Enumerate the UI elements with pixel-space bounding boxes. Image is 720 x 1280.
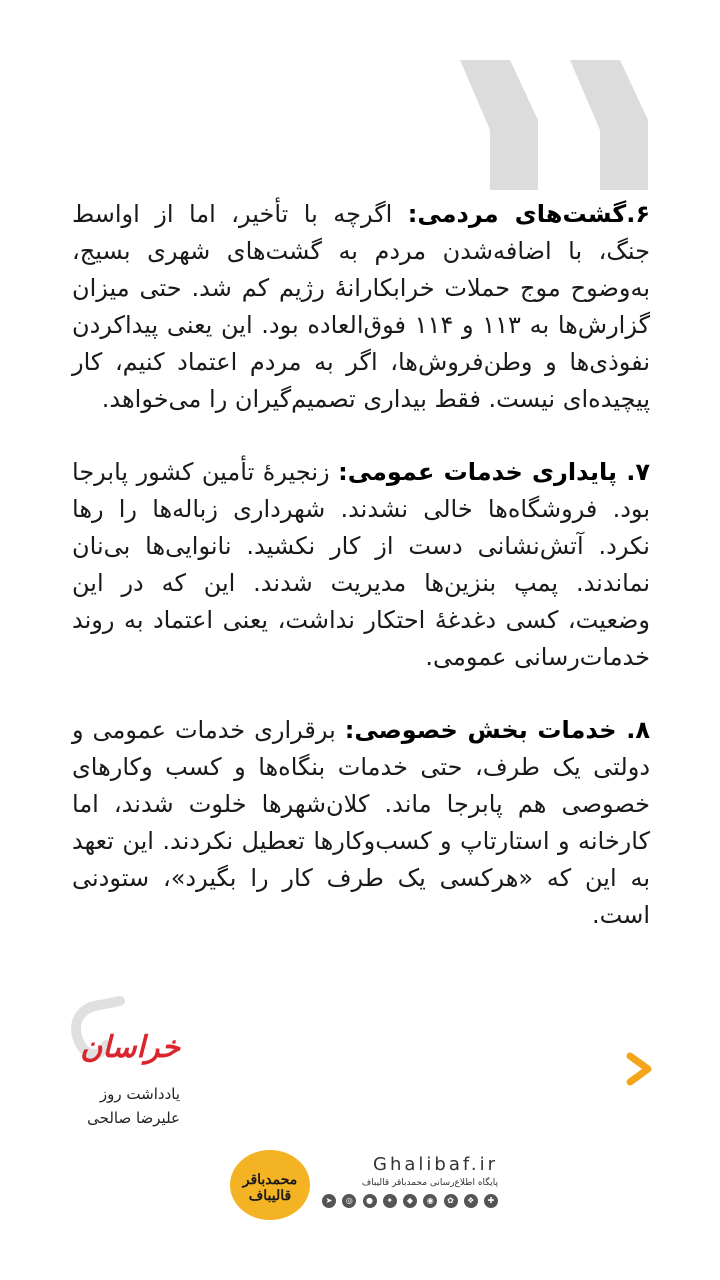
next-arrow-icon[interactable] [624,1052,654,1086]
signature-badge [230,1150,310,1220]
rubika-icon[interactable]: ◆ [403,1194,417,1208]
eitaa-icon[interactable]: ✿ [444,1194,458,1208]
section-body: اگرچه با تأخیر، اما از اواسط جنگ، با اضافه‌شدن مردم به گشت‌های شهری بسیج، به‌وضوح موج حملات خرابکارانهٔ رژیم کم شد. حتی میزان گزارش‌ها به ۱۱۳ و ۱۱۴ فوق‌العاده بود. این یعنی پیداکردن نفوذی‌ها و وطن‌فروش‌ها، اگر به مردم اعتماد کنیم، کار پیچیده‌ای نیست. فقط بیداری تصمیم‌گیران را می‌خواهد. [72,200,651,413]
section-body: زنجیرهٔ تأمین کشور پابرجا بود. فروشگاه‌ها خالی نشدند. شهرداری زباله‌ها را رها نکرد. آتش‌نشانی دست از کار نکشید. نانوایی‌ها بی‌نان نماندند. پمپ بنزین‌ها مدیریت شدند. این که در این وضعیت، کسی دغدغهٔ احتکار نداشت، یعنی اعتماد به روند خدمات‌رسانی عمومی. [72,458,650,671]
author-name: علیرضا صالحی [87,1109,180,1127]
badge-text: محمدباقر قالیباف [242,1172,298,1204]
section-8 [72,712,650,934]
instagram-icon[interactable]: ◎ [342,1194,356,1208]
soroush-icon[interactable]: ❖ [464,1194,478,1208]
bale-icon[interactable]: ◉ [423,1194,437,1208]
footer [230,1150,498,1220]
twitter-icon[interactable]: ✦ [383,1194,397,1208]
note-label [60,1082,180,1130]
telegram-icon[interactable]: ➤ [322,1194,336,1208]
site-tagline: پایگاه اطلاع‌رسانی محمدباقر قالیباف [361,1178,498,1188]
section-title: ۶.گشت‌های مردمی: [407,200,651,228]
social-icons [322,1194,498,1208]
note-type: یادداشت روز [99,1085,180,1103]
logo-text: خراسان [80,1030,180,1065]
section-title: ۷. پایداری خدمات عمومی: [338,458,650,486]
site-url[interactable]: Ghalibaf.ir [373,1154,498,1175]
section-title: ۸. خدمات بخش خصوصی: [344,716,650,744]
section-7 [72,454,650,676]
section-body: برقراری خدمات عمومی و دولتی یک طرف، حتی خدمات بنگاه‌ها و کسب وکارهای خصوصی هم پابرجا ماند. کلان‌شهرها خلوت شدند، اما کارخانه و استارتاپ و کسب‌وکارها تعطیل نکردند. این تعهد به این که «هرکسی یک طرف کار را بگیرد»، ستودنی است. [72,716,650,929]
article [72,196,650,970]
aparat-icon[interactable]: ● [363,1194,377,1208]
section-6 [72,196,650,418]
igap-icon[interactable]: ✚ [484,1194,498,1208]
